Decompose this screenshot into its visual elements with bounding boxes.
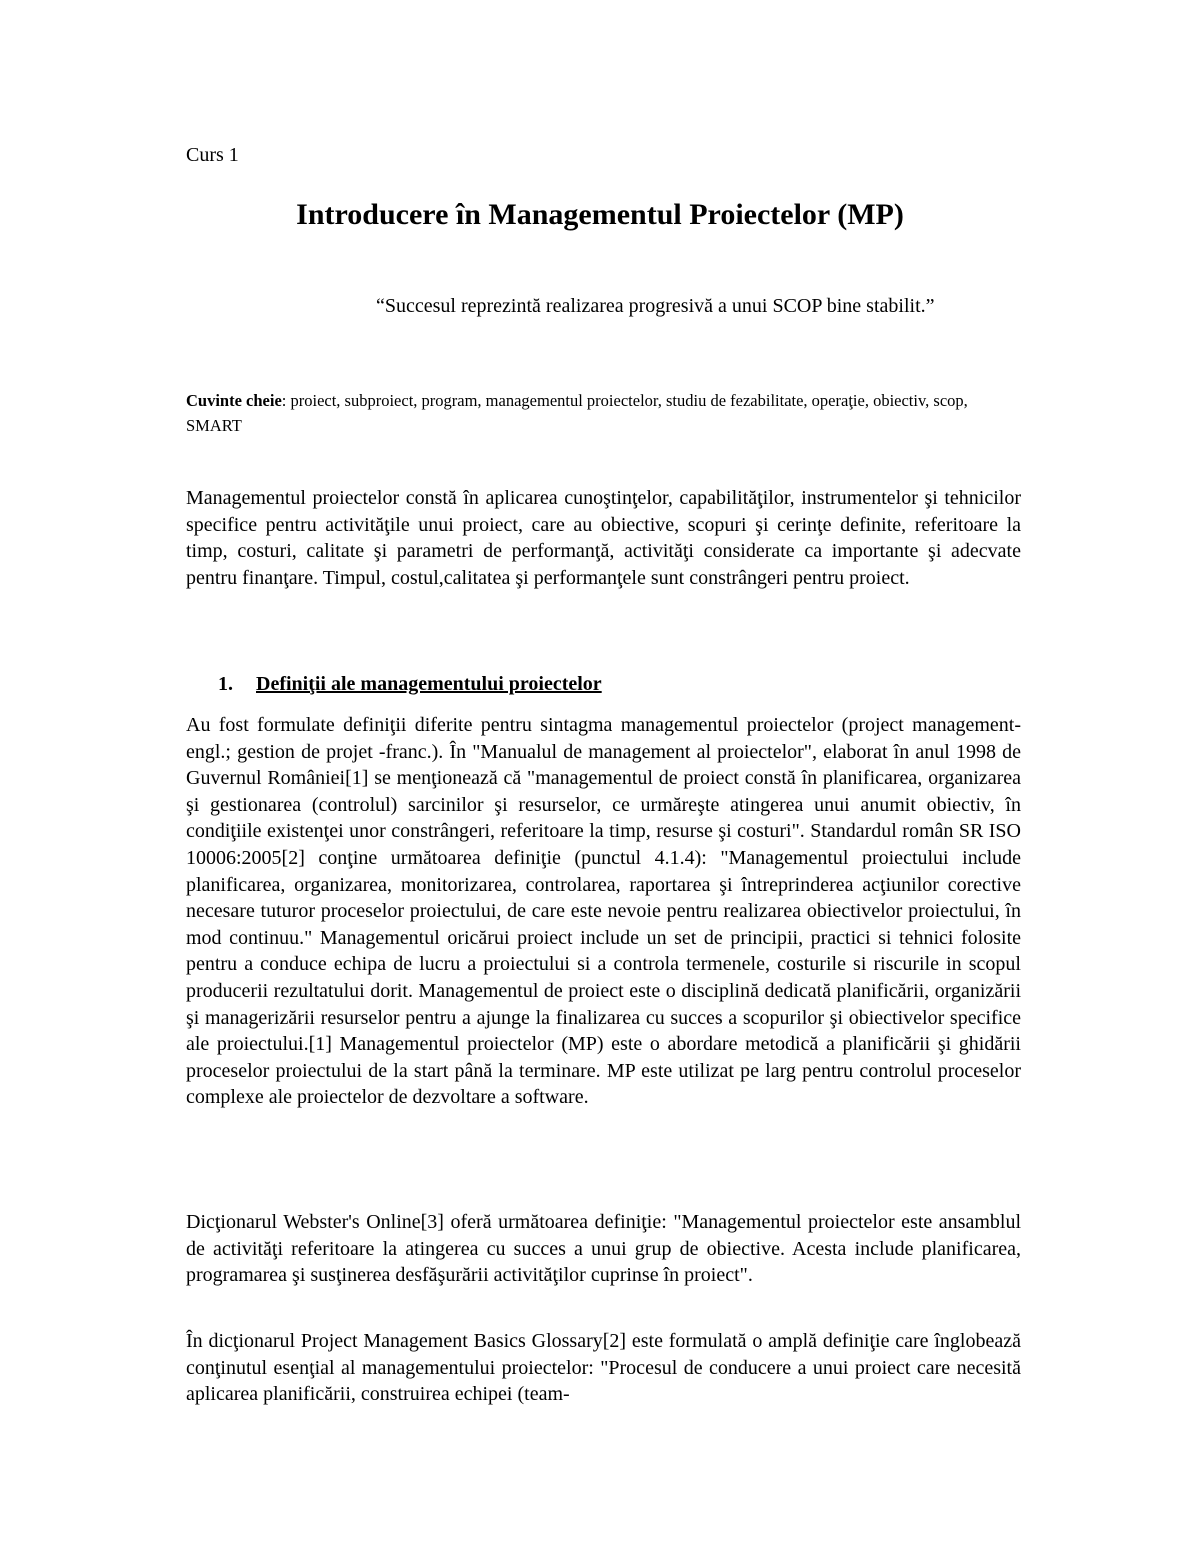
page-title: Introducere în Managementul Proiectelor (MP) [296, 198, 904, 231]
intro-paragraph: Managementul proiectelor constă în aplicarea cunoştinţelor, capabilităţilor, instrumentelor şi tehnicilor specifice pentru activităţile unui proiect, care au obiective, scopuri şi cerinţe definite, referitoare la timp, costuri, calitate şi parametri de performanţă, activităţi considerate ca importante şi adecvate pentru finanţare. Timpul, costul,calitatea şi performanţele sunt constrângeri pentru proiect. [186, 487, 1021, 589]
definitions-paragraph: Au fost formulate definiţii diferite pentru sintagma managementul proiectelor (project management- engl.; gestion de projet -franc.). În "Manualul de management al proiectelor", elaborat în anul 1998 de Guvernul României[1] se menţionează că "managementul de proiect constă în planificarea, organizarea şi gestionarea (controlul) sarcinilor şi resurselor, ce urmăreşte atingerea unui anumit obiectiv, în condiţiile existenţei unor constrângeri, referitoare la timp, resurse şi costuri". Standardul român SR ISO 10006:2005[2] conţine următoarea definiţie (punctul 4.1.4): "Managementul proiectului include planificarea, organizarea, monitorizarea, controlarea, raportarea şi întreprinderea acţiunilor corective necesare tuturor proceselor proiectului, de care este nevoie pentru realizarea obiectivelor proiectului, în mod continuu." Managementul oricărui proiect include un set de principii, practici si tehnici folosite pentru a conduce echipa de lucru a proiectului si a controla termenele, costurile si riscurile in scopul producerii rezultatului dorit. Managementul de proiect este o disciplină dedicată planificării, organizării şi managerizării resurselor pentru a ajunge la finalizarea cu succes a scopurilor şi obiectivelor specifice ale proiectului.[1] Managementul proiectelor (MP) este o abordare metodică a planificării şi ghidării proceselor proiectului de la start până la terminare. MP este utilizat pe larg pentru controlul proceselor complexe ale proiectelor de dezvoltare a software. [186, 714, 1021, 1109]
keywords [186, 388, 1016, 438]
section-title: Definiţii ale managementului proiectelor [256, 673, 602, 695]
section-heading [218, 671, 602, 697]
keywords-label: Cuvinte cheie [186, 391, 282, 410]
keywords-text: : proiect, subproiect, program, managementul proiectelor, studiu de fezabilitate, operaţie, obiectiv, scop, SMART [186, 391, 968, 435]
motto-quote: “Succesul reprezintă realizarea progresivă a unui SCOP bine stabilit.” [376, 295, 935, 317]
section-number: 1. [218, 673, 233, 695]
webster-definition-paragraph: Dicţionarul Webster's Online[3] oferă următoarea definiţie: "Managementul proiectelor este ansamblul de activităţi referitoare la atingerea cu succes a unui grup de obiective. Acesta include planificarea, programarea şi susţinerea desfăşurării activităţilor cuprinse în proiect". [186, 1211, 1021, 1286]
glossary-definition-paragraph: În dicţionarul Project Management Basics Glossary[2] este formulată o amplă definiţie care înglobează conţinutul esenţial al managementului proiectelor: "Procesul de conducere a unui proiect care necesită aplicarea planificării, construirea echipei (team- [186, 1330, 1021, 1405]
course-label: Curs 1 [186, 144, 239, 166]
